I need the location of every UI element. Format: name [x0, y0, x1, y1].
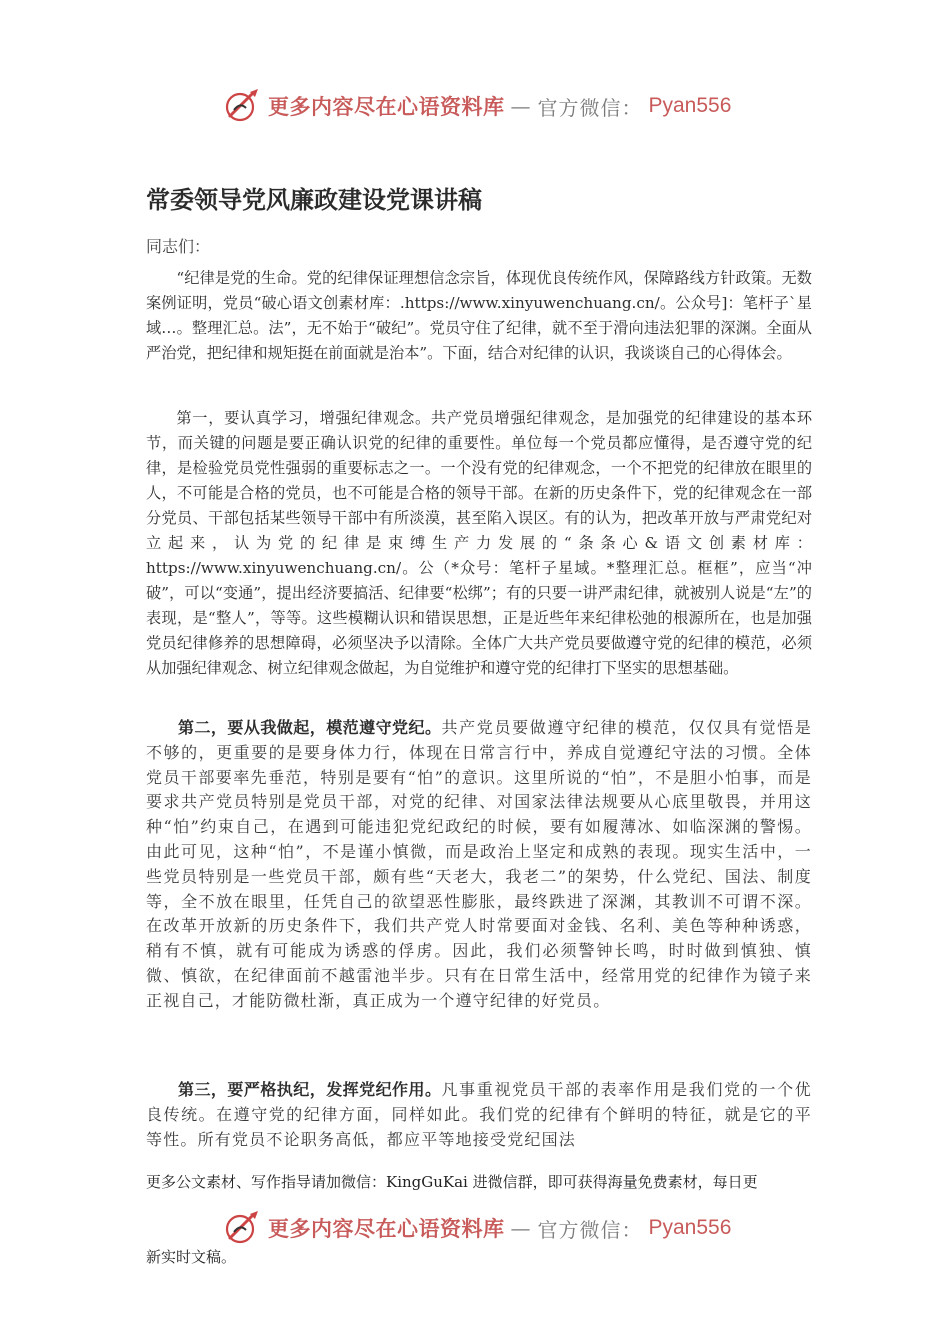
watermark-wechat-id: Pyan556: [648, 1216, 732, 1239]
watermark-banner-top: [222, 86, 731, 126]
watermark-separator: —: [510, 1216, 532, 1240]
document-title: 常委领导党风廉政建设党课讲稿: [146, 186, 482, 214]
paragraph-first-point: [146, 406, 812, 681]
watermark-brand-text: 更多内容尽在心语资料库: [268, 1216, 505, 1241]
brand-logo-icon: [222, 86, 262, 126]
paragraph-text: 共产党员要做遵守纪律的模范，仅仅具有觉悟是不够的，更重要的是要身体力行，体现在日常言行中，养成自觉遵纪守法的习惯。全体党员干部要率先垂范，特别是要有“怕”的意识。这里所说的“怕”，不是胆小怕事，而是要求共产党员特别是党员干部，对党的纪律、对国家法律法规要从心底里敬畏，并用这种“怕”约束自己，在遇到可能违犯党纪政纪的时候，要有如履薄冰、如临深渊的警惕。由此可见，这种“怕”，不是谨小慎微，而是政治上坚定和成熟的表现。现实生活中，一些党员特别是一些党员干部，颇有些“天老大，我老二”的架势，什么党纪、国法、制度等，全不放在眼里，任凭自己的欲望恶性膨胀，最终跌进了深渊，其教训不可谓不深。在改革开放新的历史条件下，我们共产党人时常要面对金钱、名利、美色等种种诱惑，稍有不慎，就有可能成为诱惑的俘虏。因此，我们必须警钟长鸣，时时做到慎独、慎微、慎欲，在纪律面前不越雷池半步。只有在日常生活中，经常用党的纪律作为镜子来正视自己，才能防微杜渐，真正成为一个遵守纪律的好党员。: [146, 718, 812, 1010]
footer-promo-line: 更多公文素材、写作指导请加微信：KingGuKai 进微信群，即可获得海量免费素材，每日更: [146, 1173, 758, 1191]
footer-promo-line-continued: 新实时文稿。: [146, 1248, 237, 1266]
brand-logo-icon: [222, 1208, 262, 1248]
watermark-banner-bottom: [222, 1208, 731, 1248]
paragraph-text: “纪律是党的生命。党的纪律保证理想信念宗旨，体现优良传统作风，保障路线方针政策。无数案例证明，党员“破心语文创素材库：.https://www.xinyuwenchuang.cn/。公众号]：笔杆子`星域…。整理汇总。法”，无不始于“破纪”。党员守住了纪律，就不至于滑向违法犯罪的深渊。全面从严治党，把纪律和规矩挺在前面就是治本”。下面，结合对纪律的认识，我谈谈自己的心得体会。: [146, 269, 812, 362]
paragraph-lead-heading: 第三，要严格执纪，发挥党纪作用。: [178, 1080, 442, 1099]
greeting: 同志们：: [146, 237, 211, 256]
watermark-wechat-label: 官方微信：: [537, 1217, 643, 1242]
paragraph-text: 凡事重视党员干部的表率作用是我们党的一个优良传统。在遵守党的纪律方面，同样如此。我们党的纪律有个鲜明的特征，就是它的平等性。所有党员不论职务高低，都应平等地接受党纪国法: [146, 1080, 812, 1149]
paragraph-second-point: [146, 716, 812, 1014]
paragraph-text: 第一，要认真学习，增强纪律观念。共产党员增强纪律观念，是加强党的纪律建设的基本环节，而关键的问题是要正确认识党的纪律的重要性。单位每一个党员都应懂得，是否遵守党的纪律，是检验党员党性强弱的重要标志之一。一个没有党的纪律观念，一个不把党的纪律放在眼里的人，不可能是合格的党员，也不可能是合格的领导干部。在新的历史条件下，党的纪律观念在一部分党员、干部包括某些领导干部中有所淡漠，甚至陷入误区。有的认为，把改革开放与严肃党纪对立起来，认为党的纪律是束缚生产力发展的“条条心&语文创素材库：https://www.xinyuwenchuang.cn/。公（*众号：笔杆子星域。*整理汇总。框框”，应当“冲破”，可以“变通”，提出经济要搞活、纪律要“松绑”；有的只要一讲严肃纪律，就被别人说是“左”的表现，是“整人”，等等。这些模糊认识和错误思想，正是近些年来纪律松弛的根源所在，也是加强党员纪律修养的思想障碍，必须坚决予以清除。全体广大共产党员要做遵守党的纪律的模范，必须从加强纪律观念、树立纪律观念做起，为自觉维护和遵守党的纪律打下坚实的思想基础。: [146, 409, 812, 677]
paragraph-intro: [146, 266, 812, 366]
watermark-separator: —: [510, 94, 532, 118]
watermark-brand-text: 更多内容尽在心语资料库: [268, 94, 505, 119]
watermark-wechat-id: Pyan556: [648, 94, 732, 117]
paragraph-lead-heading: 第二，要从我做起，模范遵守党纪。: [178, 718, 442, 737]
watermark-wechat-label: 官方微信：: [537, 95, 643, 120]
paragraph-third-point: [146, 1078, 812, 1152]
